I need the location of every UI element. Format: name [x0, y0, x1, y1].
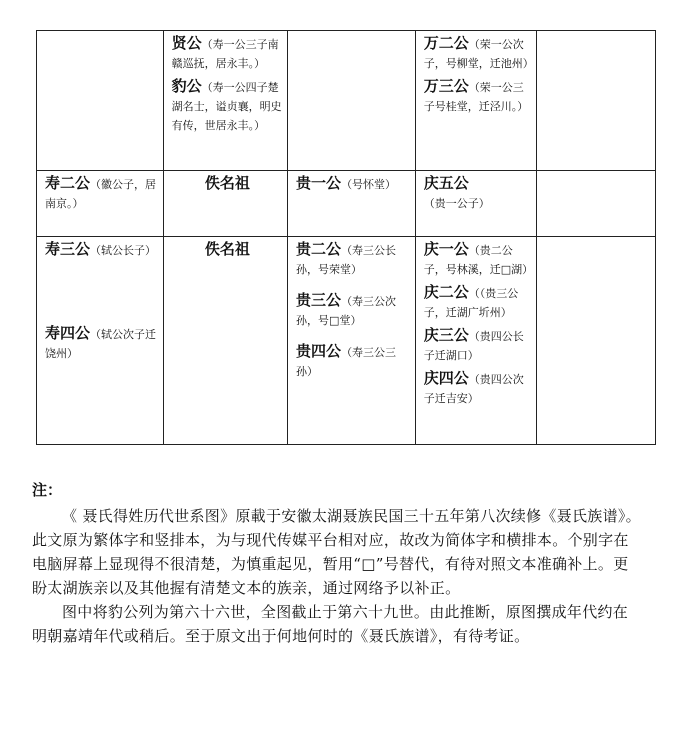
table-cell — [536, 171, 655, 237]
list-item — [45, 324, 159, 363]
table-cell — [415, 31, 536, 171]
ancestor-name: 豹公 — [171, 77, 202, 95]
table-cell — [163, 31, 287, 171]
ancestor-name: 寿三公 — [45, 240, 91, 258]
ancestor-note: （寿一公四子楚湖名士，谥贞襄，明史有传，世居永丰。） — [171, 81, 282, 132]
table-cell — [37, 237, 164, 445]
table-row — [37, 171, 656, 237]
ancestor-note: （荣一公三子号桂堂，迁泾川。） — [423, 81, 529, 113]
notes-section — [32, 478, 642, 648]
list-item — [424, 34, 532, 73]
table-row — [37, 237, 656, 445]
ancestor-name: 贵一公 — [296, 174, 342, 192]
ancestor-name: 贤公 — [171, 34, 202, 52]
list-item — [424, 77, 532, 116]
ancestor-note: （贵四公长子迁湖口） — [423, 330, 524, 362]
table-cell — [37, 171, 164, 237]
notes-heading: 注： — [32, 481, 63, 499]
list-item — [424, 283, 532, 322]
list-item — [172, 77, 283, 135]
list-item — [296, 240, 411, 279]
table-cell — [288, 171, 416, 237]
notes-paragraph: 图中将豹公列为第六十六世，全图截止于第六十九世。由此推断，原图撰成年代约在明朝嘉靖年代或稍后。至于原文出于何地何时的《聂氏族谱》，有待考证。 — [32, 603, 629, 645]
ancestor-name: 庆四公 — [423, 369, 469, 387]
ancestor-name: 万二公 — [423, 34, 469, 52]
ancestor-note: （（贵三公子，迁湖广圻州） — [423, 287, 519, 319]
ancestor-note: （寿一公三子南赣巡抚，居永丰。） — [171, 38, 279, 70]
ancestor-note: （寿三公三孙） — [296, 346, 397, 378]
table-cell — [536, 237, 655, 445]
list-item — [296, 342, 411, 381]
ancestor-name: 庆二公 — [423, 283, 469, 301]
list-item — [45, 174, 159, 213]
ancestor-name: 庆三公 — [423, 326, 469, 344]
list-item — [45, 240, 159, 260]
unnamed-ancestor: 佚名祖 — [204, 174, 250, 192]
ancestor-note: （轼公长子） — [90, 244, 157, 257]
ancestor-note: （号怀堂） — [341, 178, 397, 191]
table-cell — [163, 237, 287, 445]
list-item — [296, 291, 411, 330]
list-item — [424, 369, 532, 408]
list-item — [424, 240, 532, 279]
ancestor-name: 贵三公 — [296, 291, 342, 309]
ancestor-note: （荣一公次子，号柳堂，迁池州） — [423, 38, 534, 70]
genealogy-table — [36, 30, 656, 445]
ancestor-note: （徽公子，居南京。） — [45, 178, 157, 210]
ancestor-name: 贵四公 — [296, 342, 342, 360]
table-cell — [288, 237, 416, 445]
table-cell — [37, 31, 164, 171]
list-item — [296, 174, 411, 194]
ancestor-name: 寿二公 — [45, 174, 91, 192]
table-row — [37, 31, 656, 171]
table-cell — [288, 31, 416, 171]
table-cell — [415, 171, 536, 237]
ancestor-name: 贵二公 — [296, 240, 342, 258]
ancestor-note: （贵四公次子迁吉安） — [423, 373, 524, 405]
ancestor-name: 庆五公 — [423, 174, 469, 192]
list-item — [424, 326, 532, 365]
table-cell — [415, 237, 536, 445]
ancestor-note: （轼公次子迁饶州） — [45, 328, 157, 360]
ancestor-name: 万三公 — [423, 77, 469, 95]
list-item — [424, 174, 532, 213]
ancestor-note: （贵二公子，号林溪，迁□湖） — [423, 244, 534, 276]
list-item — [172, 34, 283, 73]
ancestor-note: （贵一公子） — [423, 197, 490, 210]
ancestor-note: （寿三公次孙，号□堂） — [296, 295, 397, 327]
notes-paragraph: 《 聂氏得姓历代世系图》原載于安徽太湖聂族民国三十五年第八次续修《聂氏族谱》。此文原为繁体字和竖排本，为与现代传媒平台相对应，故改为简体字和横排本。个别字在电脑屏幕上显现得不很清楚，为慎重起见，暂用“□”号替代，有待对照文本准确补上。更盼太湖族亲以及其他握有清楚文本的族亲，通过网络予以补正。 — [32, 507, 641, 597]
table-cell — [163, 171, 287, 237]
ancestor-name: 庆一公 — [423, 240, 469, 258]
table-cell — [536, 31, 655, 171]
ancestor-note: （寿三公长孙，号荣堂） — [296, 244, 397, 276]
ancestor-name: 寿四公 — [45, 324, 91, 342]
unnamed-ancestor: 佚名祖 — [204, 240, 250, 258]
